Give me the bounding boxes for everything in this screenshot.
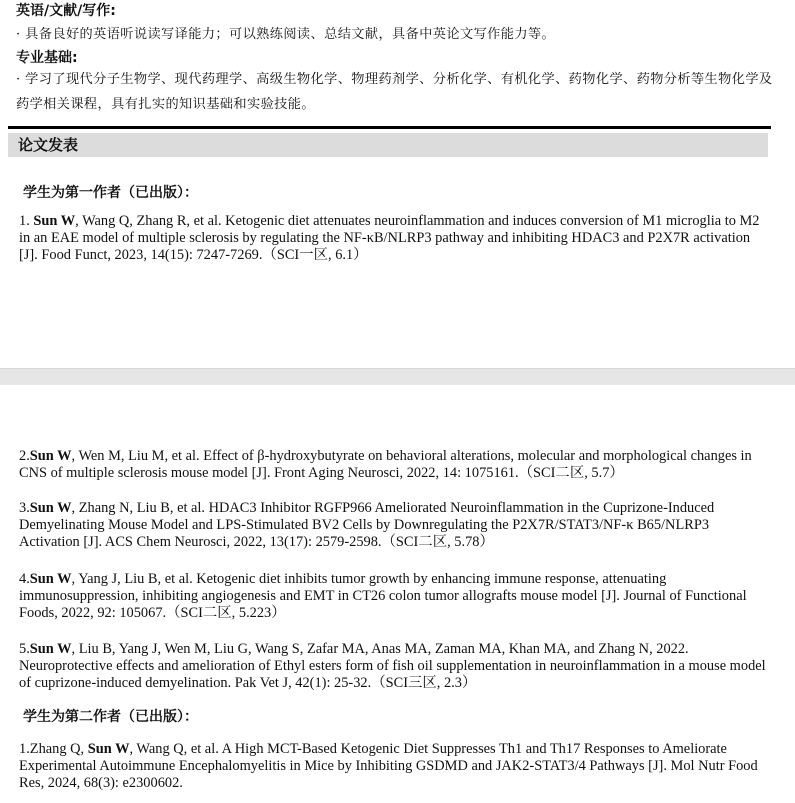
- publication-item: [19, 641, 771, 692]
- english-skills-label: 英语/文献/写作:: [16, 3, 116, 19]
- first-author-heading: 学生为第一作者（已出版）：: [23, 185, 198, 201]
- page-one: [0, 0, 795, 368]
- foundation-label: 专业基础:: [16, 50, 78, 66]
- pub-author: Sun W: [29, 641, 72, 657]
- pub-prefix: 4.: [19, 571, 30, 587]
- second-author-heading: 学生为第二作者（已出版）：: [23, 709, 198, 725]
- pub-citation: , Zhang N, Liu B, et al. HDAC3 Inhibitor RGFP966 Ameliorated Neuroinflammation in the Cuprizone-Induced Demyelinating Mouse Model and LPS-Stimulated BV2 Cells by Downregulating the P2X7R/STAT3/NF-κ B65/NLRP3 Activation [J]. ACS Chem Neurosci, 2022, 13(17): 2579-2598.（SCI二区, 5.78）: [19, 500, 715, 550]
- pub-prefix: 1.Zhang Q,: [19, 741, 88, 757]
- pub-prefix: 1.: [19, 213, 34, 229]
- publication-item: [19, 741, 771, 792]
- publication-item: [19, 500, 771, 551]
- pub-author: Sun W: [33, 213, 76, 229]
- pub-citation: , Yang J, Liu B, et al. Ketogenic diet inhibits tumor growth by enhancing immune response, attenuating immunosuppression, inhibiting angiogenesis and EMT in CT26 colon tumor allografts mouse model [J]. Journal of Functional Foods, 2022, 92: 105067.（SCI二区, 5.223）: [19, 571, 747, 621]
- pub-author: Sun W: [87, 741, 130, 757]
- pub-author: Sun W: [29, 500, 72, 516]
- page-two: [0, 385, 795, 803]
- pub-citation: , Wang Q, et al. A High MCT-Based Ketogenic Diet Suppresses Th1 and Th17 Responses to Ameliorate Experimental Autoimmune Encephalomyelitis in Mice by Inhibiting GSDMD and JAK2-STAT3/4 Pathways [J]. Mol Nutr Food Res, 2024, 68(3): e2300602.: [19, 741, 758, 791]
- publication-item: [19, 571, 771, 622]
- publication-item: [19, 213, 771, 264]
- publications-title: 论文发表: [18, 136, 79, 154]
- publication-item: [19, 448, 771, 482]
- foundation-text: · 学习了现代分子生物学、现代药理学、高级生物化学、物理药剂学、分析化学、有机化学、药物化学、药物分析等生物化学及药学相关课程，具有扎实的知识基础和实验技能。: [16, 72, 773, 112]
- publications-banner: [8, 133, 768, 157]
- pub-author: Sun W: [29, 448, 72, 464]
- section-divider: [8, 126, 771, 129]
- pub-citation: , Liu B, Yang J, Wen M, Liu G, Wang S, Zafar MA, Anas MA, Zaman MA, Khan MA, and Zhang N, 2022. Neuroprotective effects and amelioration of Ethyl esters form of fish oil supplementation in neuroinflammation in a mouse model of cuprizone-induced demyelination. Pak Vet J, 42(1): 25-32.（SCI三区, 2.3）: [19, 641, 766, 691]
- pub-citation: , Wang Q, Zhang R, et al. Ketogenic diet attenuates neuroinflammation and induces conversion of M1 microglia to M2 in an EAE model of multiple sclerosis by regulating the NF-κB/NLRP3 pathway and inhibiting HDAC3 and P2X7R activation [J]. Food Funct, 2023, 14(15): 7247-7269.（SCI一区, 6.1）: [19, 213, 760, 263]
- pub-prefix: 2.: [19, 448, 30, 464]
- pub-author: Sun W: [29, 571, 72, 587]
- page-break: [0, 368, 795, 386]
- pub-prefix: 5.: [19, 641, 30, 657]
- pub-prefix: 3.: [19, 500, 30, 516]
- pub-citation: , Wen M, Liu M, et al. Effect of β-hydroxybutyrate on behavioral alterations, molecular and morphological changes in CNS of multiple sclerosis mouse model [J]. Front Aging Neurosci, 2022, 14: 1075161.（SCI二区, 5.7）: [19, 448, 752, 481]
- english-skills-text: · 具备良好的英语听说读写译能力；可以熟练阅读、总结文献，具备中英论文写作能力等。: [16, 27, 556, 42]
